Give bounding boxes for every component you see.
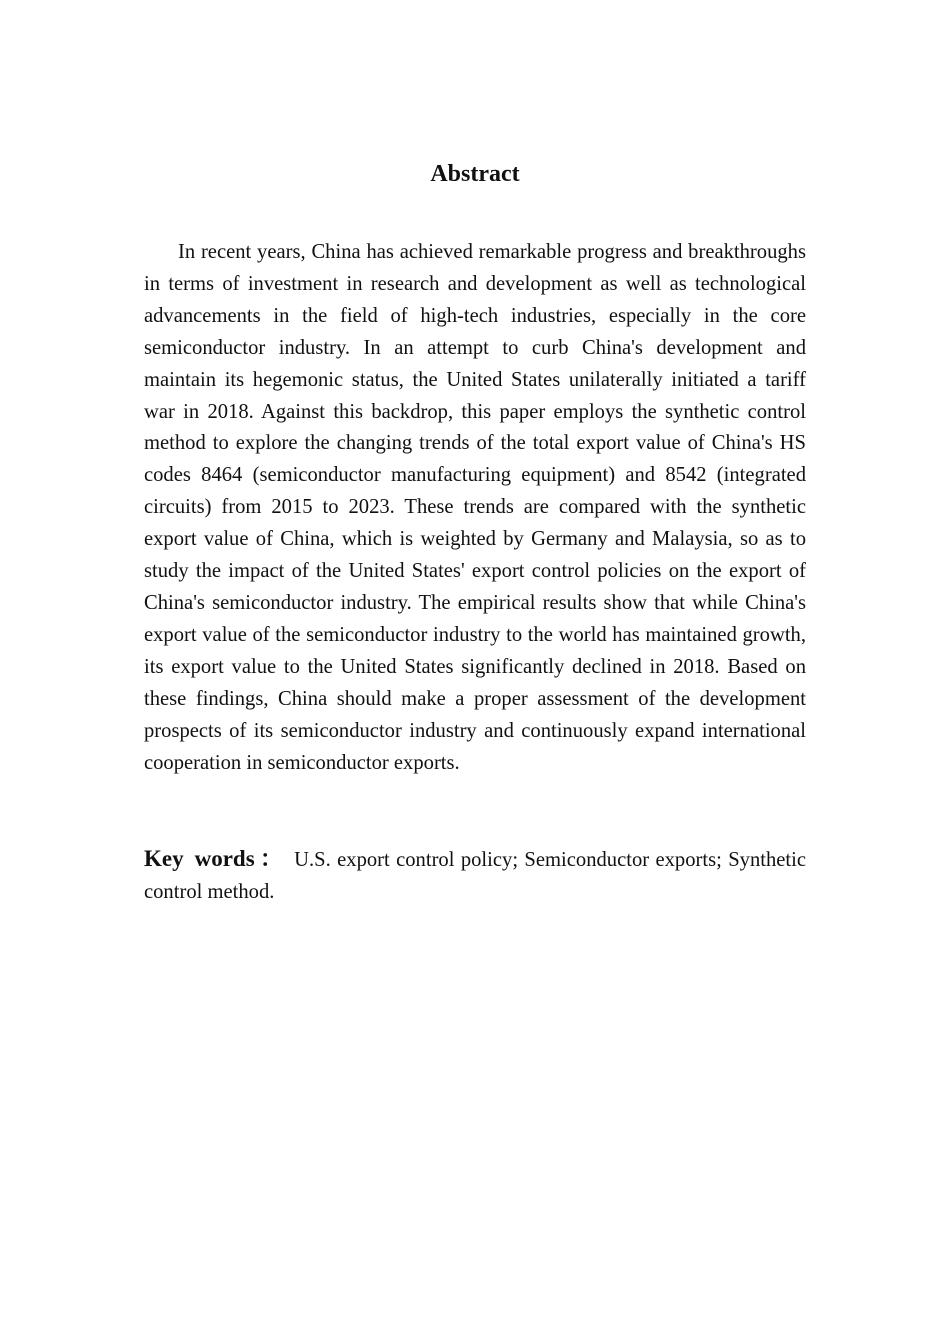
keywords-colon: ： [258,846,285,871]
keywords-text: U.S. export control policy; Semiconductor exports; Synthetic control method. [144,849,806,903]
abstract-body: In recent years, China has achieved remarkable progress and breakthroughs in terms of investment in research and development as well as technological advancements in the field of high-tech industries, especially in the core semiconductor industry. In an attempt to curb China's development and maintain its hegemonic status, the United States unilaterally initiated a tariff war in 2018. Against this backdrop, this paper employs the synthetic control method to explore the changing trends of the total export value of China's HS codes 8464 (semiconductor manufacturing equipment) and 8542 (integrated circuits) from 2015 to 2023. These trends are compared with the synthetic export value of China, which is weighted by Germany and Malaysia, so as to study the impact of the United States' export control policies on the export of China's semiconductor industry. The empirical results show that while China's export value of the semiconductor industry to the world has maintained growth, its export value to the United States significantly declined in 2018. Based on these findings, China should make a proper assessment of the development prospects of its semiconductor industry and continuously expand international cooperation in semiconductor exports. [144,241,806,774]
keywords-paragraph [144,843,806,909]
keywords-label: Key words [144,846,255,871]
abstract-title: Abstract [430,161,520,187]
